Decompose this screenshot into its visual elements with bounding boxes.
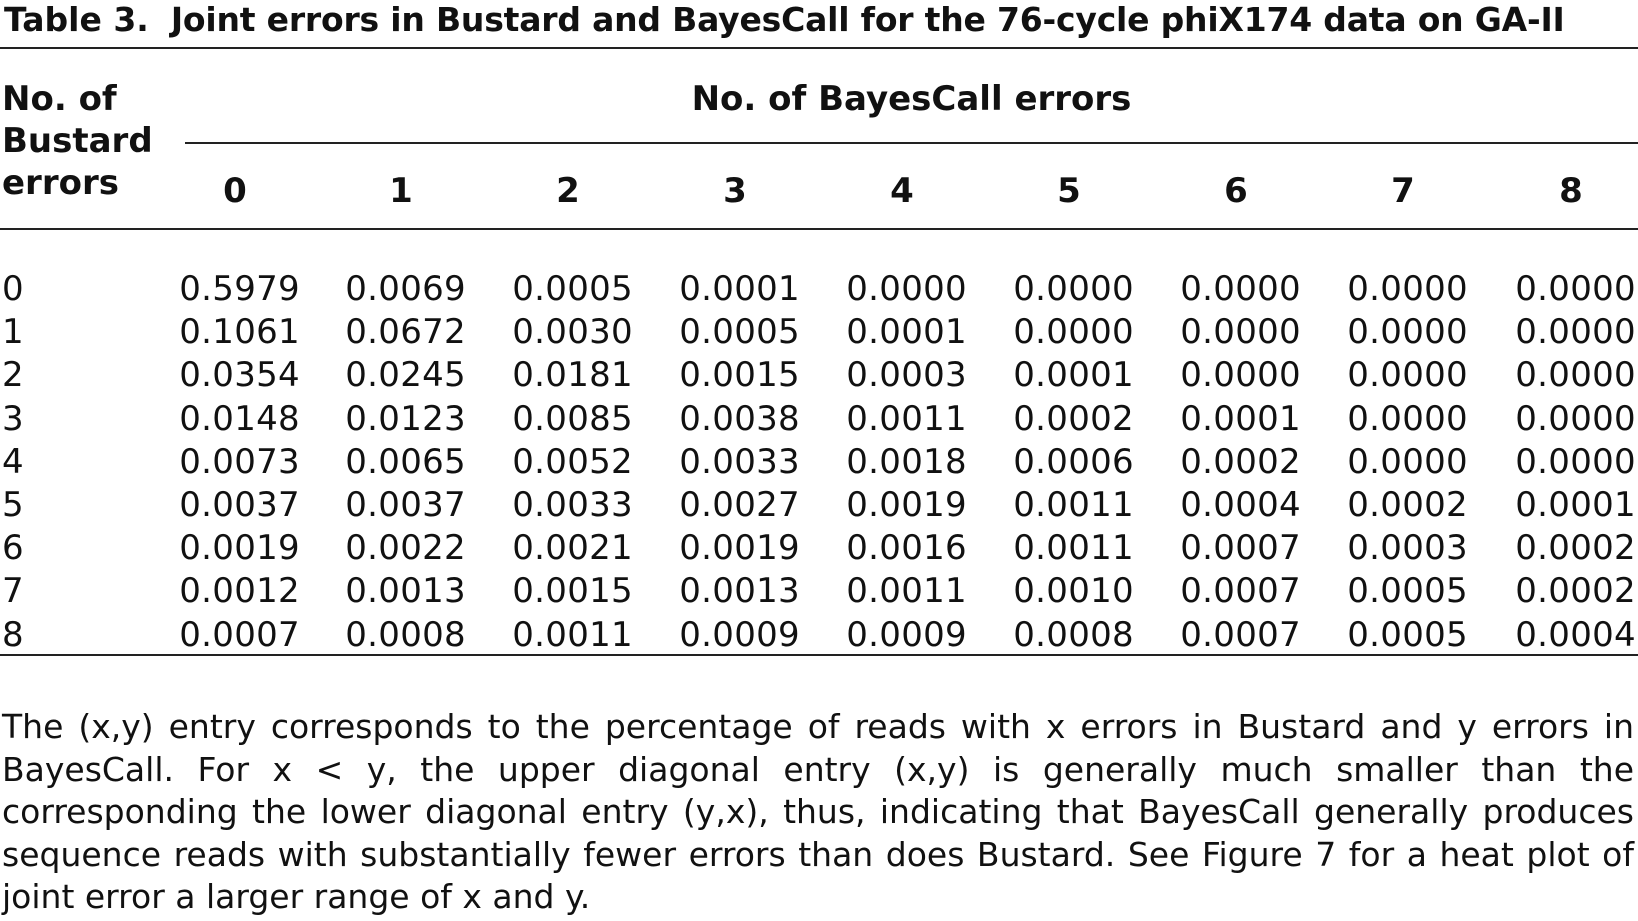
table-cell-r8-c6: 0.0007 (1180, 614, 1301, 655)
row-header-line-1: No. of (2, 79, 117, 119)
table-cell-r8-c7: 0.0005 (1347, 614, 1468, 655)
table-cell-r3-c7: 0.0000 (1347, 398, 1468, 439)
column-header-3: 3 (723, 171, 747, 211)
table-cell-r0-c6: 0.0000 (1180, 269, 1301, 309)
table-label: Table 3. (4, 0, 149, 39)
row-header (2, 78, 153, 204)
table-cell-r8-c3: 0.0009 (679, 614, 800, 655)
table-cell-r6-c1: 0.0022 (345, 528, 466, 569)
table-cell-r1-c2: 0.0030 (512, 312, 633, 353)
table-cell-r5-c4: 0.0019 (846, 485, 967, 525)
table-cell-r7-c4: 0.0011 (846, 571, 967, 612)
table-cell-r4-c5: 0.0006 (1013, 441, 1134, 482)
table-cell-r8-c5: 0.0008 (1013, 614, 1134, 655)
table-cell-r1-c5: 0.0000 (1013, 312, 1134, 353)
table-cell-r4-c0: 0.0073 (179, 441, 300, 482)
table-cell-r6-c3: 0.0019 (679, 528, 800, 569)
column-header-1: 1 (389, 171, 413, 211)
table-cell-r3-c3: 0.0038 (679, 398, 800, 439)
table-cell-r0-c0: 0.5979 (179, 269, 300, 309)
table-cell-r6-c6: 0.0007 (1180, 528, 1301, 569)
row-label-7: 7 (2, 571, 24, 612)
column-header-4: 4 (890, 171, 914, 211)
table-cell-r1-c8: 0.0000 (1515, 312, 1636, 353)
table-cell-r7-c2: 0.0015 (512, 571, 633, 612)
table-cell-r1-c0: 0.1061 (179, 312, 300, 353)
table-cell-r0-c4: 0.0000 (846, 269, 967, 309)
table-cell-r7-c0: 0.0012 (179, 571, 300, 612)
row-label-5: 5 (2, 485, 24, 525)
table-cell-r8-c4: 0.0009 (846, 614, 967, 655)
table-cell-r5-c0: 0.0037 (179, 485, 300, 525)
table-cell-r7-c7: 0.0005 (1347, 571, 1468, 612)
row-label-1: 1 (2, 312, 24, 353)
table-cell-r3-c4: 0.0011 (846, 398, 967, 439)
table-cell-r3-c0: 0.0148 (179, 398, 300, 439)
row-label-2: 2 (2, 355, 24, 396)
table-footnote (2, 706, 1634, 919)
table-cell-r2-c5: 0.0001 (1013, 355, 1134, 396)
table-cell-r2-c8: 0.0000 (1515, 355, 1636, 396)
table-cell-r5-c7: 0.0002 (1347, 485, 1468, 525)
table-title: Joint errors in Bustard and BayesCall for the 76-cycle phiX174 data on GA-II (170, 0, 1565, 39)
column-header-5: 5 (1057, 171, 1081, 211)
table-cell-r3-c1: 0.0123 (345, 398, 466, 439)
table-cell-r8-c2: 0.0011 (512, 614, 633, 655)
table-cell-r0-c7: 0.0000 (1347, 269, 1468, 309)
table-cell-r2-c6: 0.0000 (1180, 355, 1301, 396)
row-label-6: 6 (2, 528, 24, 569)
column-header-2: 2 (556, 171, 580, 211)
table-cell-r6-c2: 0.0021 (512, 528, 633, 569)
table-cell-r1-c4: 0.0001 (846, 312, 967, 353)
table-cell-r4-c6: 0.0002 (1180, 441, 1301, 482)
column-group-rule (185, 142, 1638, 144)
table-cell-r4-c4: 0.0018 (846, 441, 967, 482)
table-cell-r5-c3: 0.0027 (679, 485, 800, 525)
table-cell-r1-c3: 0.0005 (679, 312, 800, 353)
row-label-4: 4 (2, 441, 24, 482)
footnote-text: The (x,y) entry corresponds to the percentage of reads with x errors in Bustard and y errors in BayesCall. For x < y, the upper diagonal entry (x,y) is generally much smaller than the corresponding the lower diagonal entry (y,x), thus, indicating that BayesCall generally produces sequence reads with substantially fewer errors than does Bustard. See Figure 7 for a heat plot of joint error a larger range of x and y. (2, 707, 1634, 916)
column-group-header: No. of BayesCall errors (691, 79, 1132, 119)
row-header-line-2: Bustard (2, 121, 153, 161)
top-rule (0, 47, 1638, 49)
table-cell-r4-c7: 0.0000 (1347, 441, 1468, 482)
table-cell-r4-c3: 0.0033 (679, 441, 800, 482)
row-header-line-3: errors (2, 163, 119, 203)
table-cell-r7-c3: 0.0013 (679, 571, 800, 612)
bottom-rule (0, 654, 1638, 656)
table-cell-r4-c1: 0.0065 (345, 441, 466, 482)
table-cell-r5-c1: 0.0037 (345, 485, 466, 525)
column-header-6: 6 (1224, 171, 1248, 211)
table-cell-r6-c5: 0.0011 (1013, 528, 1134, 569)
table-cell-r6-c0: 0.0019 (179, 528, 300, 569)
table-cell-r4-c8: 0.0000 (1515, 441, 1636, 482)
table-cell-r2-c2: 0.0181 (512, 355, 633, 396)
table-cell-r7-c1: 0.0013 (345, 571, 466, 612)
table-cell-r5-c8: 0.0001 (1515, 485, 1636, 525)
table-cell-r5-c2: 0.0033 (512, 485, 633, 525)
table-cell-r0-c3: 0.0001 (679, 269, 800, 309)
row-label-0: 0 (2, 269, 24, 309)
column-header-0: 0 (223, 171, 247, 211)
table-cell-r0-c1: 0.0069 (345, 269, 466, 309)
table-cell-r7-c6: 0.0007 (1180, 571, 1301, 612)
table-cell-r8-c8: 0.0004 (1515, 614, 1636, 655)
table-cell-r2-c1: 0.0245 (345, 355, 466, 396)
table-cell-r2-c3: 0.0015 (679, 355, 800, 396)
table-cell-r2-c7: 0.0000 (1347, 355, 1468, 396)
table-cell-r7-c5: 0.0010 (1013, 571, 1134, 612)
table-cell-r5-c5: 0.0011 (1013, 485, 1134, 525)
table-cell-r1-c1: 0.0672 (345, 312, 466, 353)
table-cell-r2-c4: 0.0003 (846, 355, 967, 396)
table-cell-r6-c7: 0.0003 (1347, 528, 1468, 569)
column-header-8: 8 (1559, 171, 1583, 211)
table-cell-r6-c8: 0.0002 (1515, 528, 1636, 569)
table-cell-r8-c0: 0.0007 (179, 614, 300, 655)
table-cell-r3-c6: 0.0001 (1180, 398, 1301, 439)
table-cell-r0-c2: 0.0005 (512, 269, 633, 309)
header-bottom-rule (0, 228, 1638, 230)
table-cell-r3-c8: 0.0000 (1515, 398, 1636, 439)
table-cell-r0-c8: 0.0000 (1515, 269, 1636, 309)
table-caption (4, 0, 1634, 40)
table-cell-r4-c2: 0.0052 (512, 441, 633, 482)
table-cell-r6-c4: 0.0016 (846, 528, 967, 569)
table-cell-r0-c5: 0.0000 (1013, 269, 1134, 309)
row-label-8: 8 (2, 614, 24, 655)
table-cell-r2-c0: 0.0354 (179, 355, 300, 396)
column-header-7: 7 (1391, 171, 1415, 211)
table-cell-r1-c7: 0.0000 (1347, 312, 1468, 353)
row-label-3: 3 (2, 398, 24, 439)
table-cell-r8-c1: 0.0008 (345, 614, 466, 655)
table-cell-r3-c5: 0.0002 (1013, 398, 1134, 439)
table-cell-r3-c2: 0.0085 (512, 398, 633, 439)
table-cell-r7-c8: 0.0002 (1515, 571, 1636, 612)
table-cell-r1-c6: 0.0000 (1180, 312, 1301, 353)
table-cell-r5-c6: 0.0004 (1180, 485, 1301, 525)
